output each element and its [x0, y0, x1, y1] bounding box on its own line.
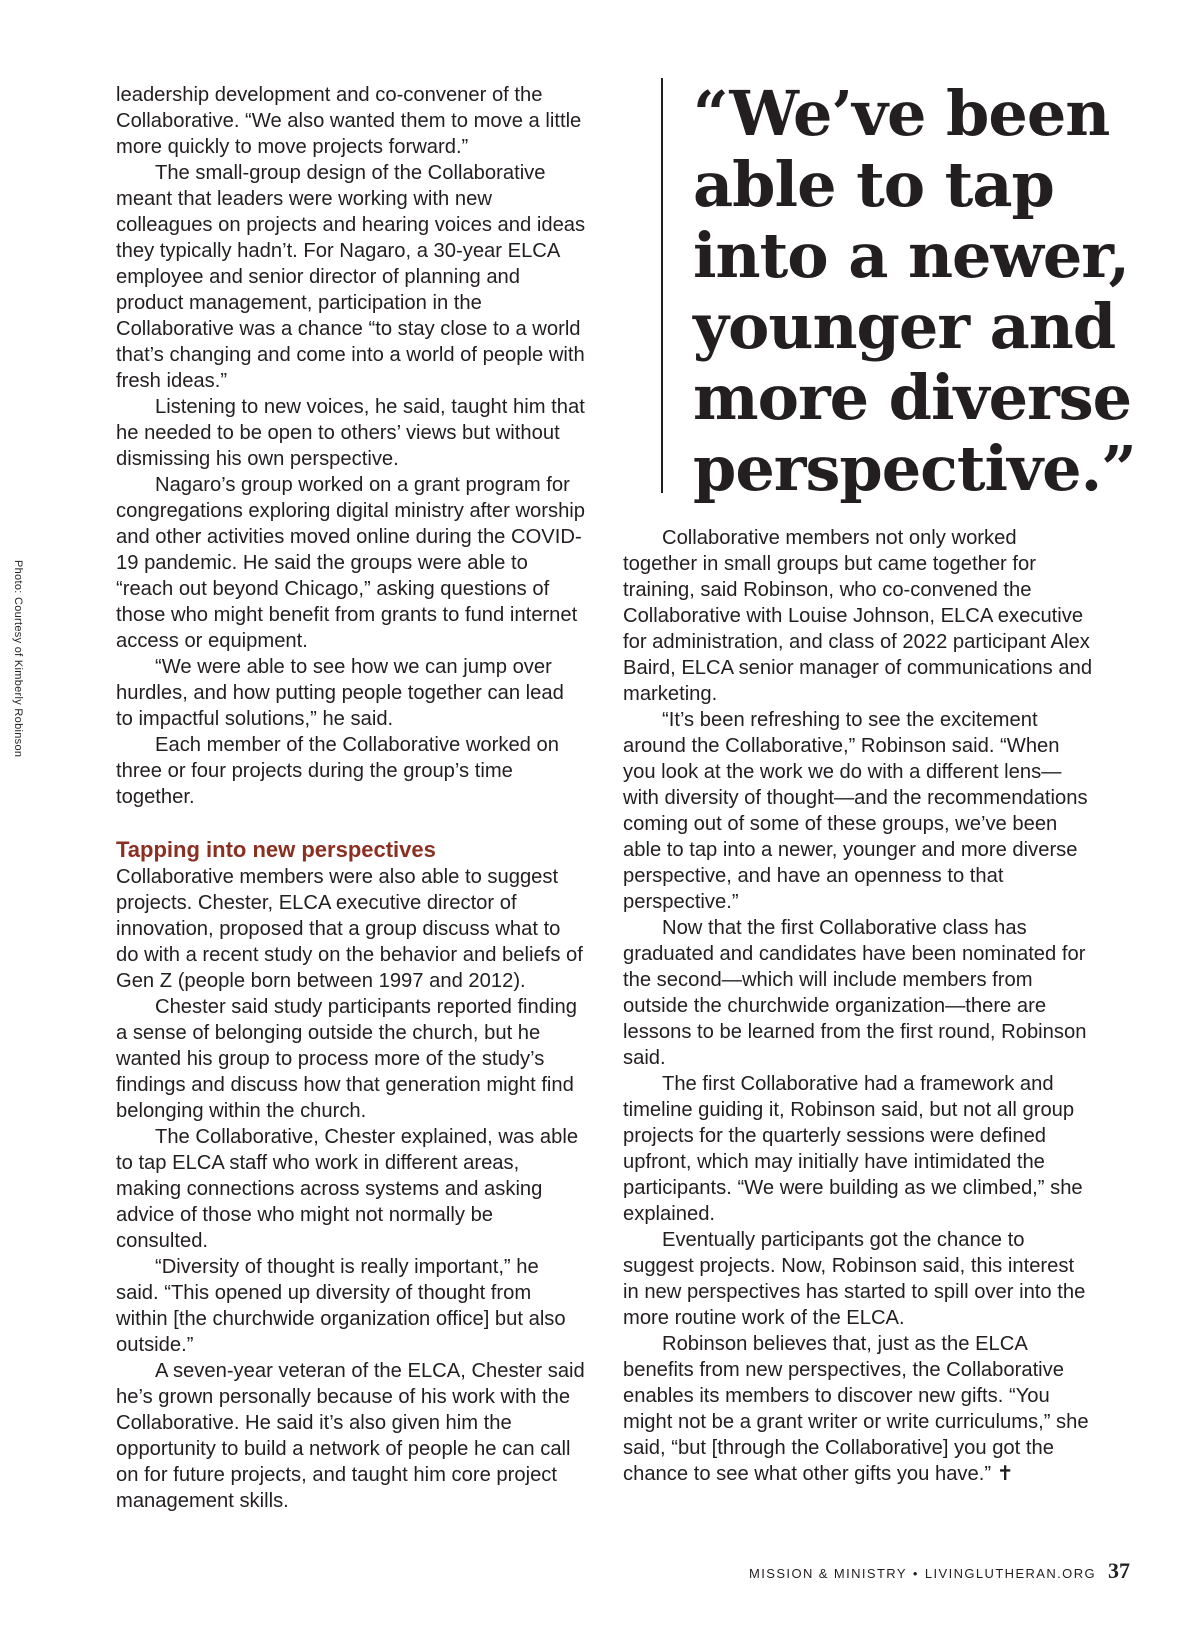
paragraph: The small-group design of the Collaborative meant that leaders were working with new colleagues on projects and hearing voices and ideas they typically hadn’t. For Nagaro, a 30-year ELCA employee and senior director of planning and product management, participation in the Collaborative was a chance “to stay close to a world that’s changing and come into a world of people with fresh ideas.” — [116, 162, 586, 392]
paragraph: Chester said study participants reported finding a sense of belonging outside the church, but he wanted his group to process more of the study’s findings and discuss how that generation might find belonging within the church. — [116, 996, 577, 1122]
paragraph: “We were able to see how we can jump over hurdles, and how putting people together can lead to impactful solutions,” he said. — [116, 656, 564, 730]
left-column — [116, 82, 586, 1514]
paragraph: The Collaborative, Chester explained, was able to tap ELCA staff who work in different areas, making connections across systems and asking advice of those who might not normally be consulted. — [116, 1126, 579, 1252]
cross-end-mark-icon: ✝ — [996, 1463, 1014, 1485]
paragraph: Each member of the Collaborative worked on three or four projects during the group’s time together. — [116, 734, 559, 808]
paragraph — [623, 1331, 1093, 1487]
pull-quote-text: “We’ve been able to tap into a newer, younger and more diverse perspective.” — [693, 77, 1136, 505]
photo-credit: Photo: Courtesy of Kimberly Robinson — [12, 560, 24, 758]
paragraph: Now that the first Collaborative class has graduated and candidates have been nominated for the second—which will include members from outside the churchwide organization—there are lessons to be learned from the first round, Robinson said. — [623, 917, 1087, 1069]
paragraph: “Diversity of thought is really important,” he said. “This opened up diversity of thought from within [the churchwide organization office] but also outside.” — [116, 1256, 566, 1356]
pull-quote — [661, 77, 1173, 505]
right-column — [623, 525, 1093, 1487]
paragraph: Listening to new voices, he said, taught him that he needed to be open to others’ views but without dismissing his own perspective. — [116, 396, 585, 470]
paragraph: Collaborative members were also able to suggest projects. Chester, ELCA executive director of innovation, proposed that a group discuss what to do with a recent study on the behavior and beliefs of Gen Z (people born between 1997 and 2012). — [116, 866, 583, 992]
paragraph: A seven-year veteran of the ELCA, Chester said he’s grown personally because of his work with the Collaborative. He said it’s also given him the opportunity to build a network of people he can call on for future projects, and taught him core project management skills. — [116, 1360, 585, 1512]
paragraph: leadership development and co-convener of the Collaborative. “We also wanted them to move a little more quickly to move projects forward.” — [116, 84, 582, 158]
footer-site: LIVINGLUTHERAN.ORG — [924, 1566, 1096, 1581]
page-number: 37 — [1108, 1558, 1130, 1583]
paragraph: Collaborative members not only worked together in small groups but came together for training, said Robinson, who co-convened the Collaborative with Louise Johnson, ELCA executive for administration, and class of 2022 participant Alex Baird, ELCA senior manager of communications and marketing. — [623, 527, 1093, 705]
section-subhead: Tapping into new perspectives — [116, 837, 436, 862]
page-footer — [749, 1558, 1130, 1584]
paragraph: The first Collaborative had a framework and timeline guiding it, Robinson said, but not all group projects for the quarterly sessions were defined upfront, which may initially have intimidated the participants. “We were building as we climbed,” she explained. — [623, 1073, 1083, 1225]
paragraph: Nagaro’s group worked on a grant program for congregations exploring digital ministry after worship and other activities moved online during the COVID-19 pandemic. He said the groups were able to “reach out beyond Chicago,” asking questions of those who might benefit from grants to fund internet access or equipment. — [116, 474, 586, 652]
paragraph: Eventually participants got the chance to suggest projects. Now, Robinson said, this interest in new perspectives has started to spill over into the more routine work of the ELCA. — [623, 1229, 1086, 1329]
paragraph-text: Robinson believes that, just as the ELCA benefits from new perspectives, the Collaborative enables its members to discover new gifts. “You might not be a grant writer or write curriculums,” she said, “but [through the Collaborative] you got the chance to see what other gifts you have.” — [623, 1333, 1089, 1485]
footer-section: MISSION & MINISTRY — [749, 1566, 907, 1581]
footer-separator: • — [912, 1566, 919, 1581]
paragraph: “It’s been refreshing to see the excitement around the Collaborative,” Robinson said. “When you look at the work we do with a different lens—with diversity of thought—and the recommendations coming out of some of these groups, we’ve been able to tap into a newer, younger and more diverse perspective, and have an openness to that perspective.” — [623, 709, 1088, 913]
